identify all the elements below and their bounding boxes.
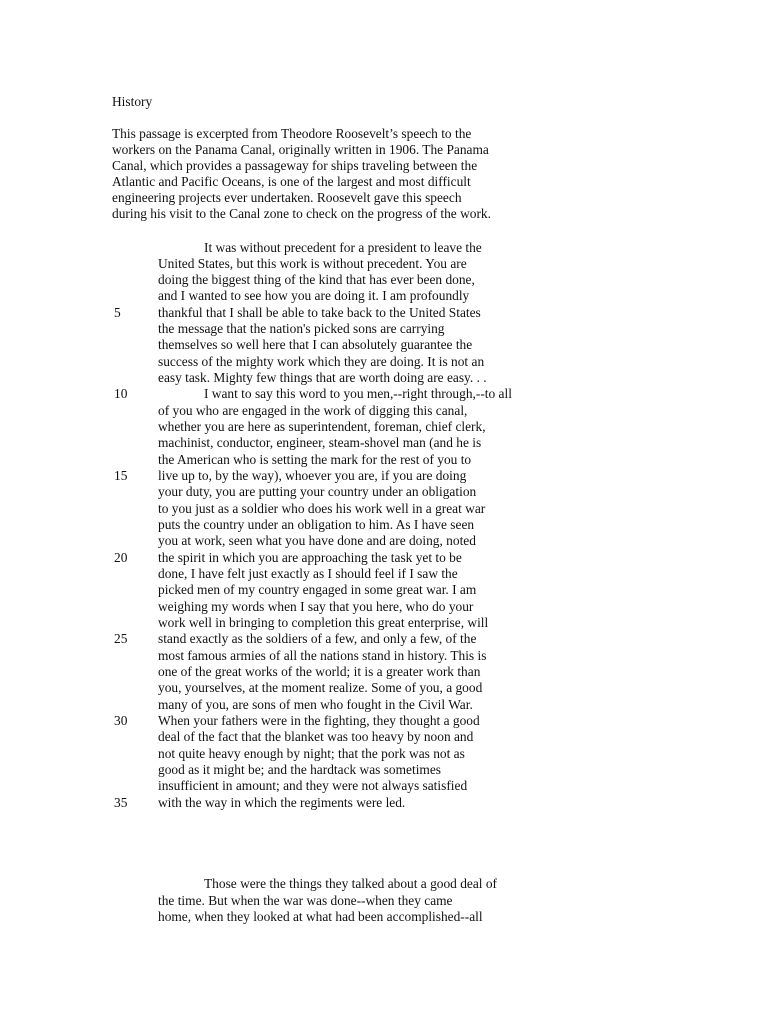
passage-line: doing the biggest thing of the kind that has ever been done, <box>158 272 475 287</box>
section-heading: History <box>112 94 153 109</box>
line-number: 25 <box>114 631 128 646</box>
passage-line: to you just as a soldier who does his work well in a great war <box>158 501 486 516</box>
line-number: 10 <box>114 386 128 401</box>
passage-line: not quite heavy enough by night; that the pork was not as <box>158 746 465 761</box>
passage-line: I want to say this word to you men,--right through,--to all <box>204 386 512 401</box>
passage-line: machinist, conductor, engineer, steam-shovel man (and he is <box>158 435 482 450</box>
passage-line: you, yourselves, at the moment realize. Some of you, a good <box>158 680 483 695</box>
passage-line: easy task. Mighty few things that are worth doing are easy. . . <box>158 370 487 385</box>
continuation-line: the time. But when the war was done--when they came <box>158 893 453 908</box>
passage-line: with the way in which the regiments were led. <box>158 795 406 810</box>
line-number: 15 <box>114 468 128 483</box>
passage-line: picked men of my country engaged in some great war. I am <box>158 582 477 597</box>
intro-line: workers on the Panama Canal, originally written in 1906. The Panama <box>112 142 489 157</box>
passage-line: your duty, you are putting your country under an obligation <box>158 484 477 499</box>
passage-line: insufficient in amount; and they were not always satisfied <box>158 778 468 793</box>
passage-line: whether you are here as superintendent, foreman, chief clerk, <box>158 419 486 434</box>
passage-line: the spirit in which you are approaching the task yet to be <box>158 550 462 565</box>
passage-line: you at work, seen what you have done and are doing, noted <box>158 533 476 548</box>
passage-line: United States, but this work is without precedent. You are <box>158 256 467 271</box>
intro-line: Atlantic and Pacific Oceans, is one of the largest and most difficult <box>112 174 471 189</box>
passage-line: stand exactly as the soldiers of a few, and only a few, of the <box>158 631 477 646</box>
intro-line: during his visit to the Canal zone to check on the progress of the work. <box>112 206 491 221</box>
passage-line: the message that the nation's picked sons are carrying <box>158 321 445 336</box>
passage-line: thankful that I shall be able to take back to the United States <box>158 305 481 320</box>
passage-line: work well in bringing to completion this great enterprise, will <box>158 615 489 630</box>
intro-line: engineering projects ever undertaken. Roosevelt gave this speech <box>112 190 462 205</box>
intro-line: This passage is excerpted from Theodore Roosevelt’s speech to the <box>112 126 472 141</box>
passage-line: puts the country under an obligation to him. As I have seen <box>158 517 475 532</box>
passage-line: success of the mighty work which they are doing. It is not an <box>158 354 485 369</box>
passage-line: themselves so well here that I can absolutely guarantee the <box>158 337 473 352</box>
passage-line: When your fathers were in the fighting, they thought a good <box>158 713 480 728</box>
passage-line: most famous armies of all the nations stand in history. This is <box>158 648 487 663</box>
continuation-line: home, when they looked at what had been accomplished--all <box>158 909 483 924</box>
passage-line: many of you, are sons of men who fought in the Civil War. <box>158 697 473 712</box>
passage-line: done, I have felt just exactly as I should feel if I saw the <box>158 566 458 581</box>
passage-line: the American who is setting the mark for the rest of you to <box>158 452 472 467</box>
passage-line: one of the great works of the world; it is a greater work than <box>158 664 481 679</box>
passage-line: and I wanted to see how you are doing it. I am profoundly <box>158 288 470 303</box>
passage-line: live up to, by the way), whoever you are, if you are doing <box>158 468 467 483</box>
passage-line: good as it might be; and the hardtack was sometimes <box>158 762 442 777</box>
line-number: 30 <box>114 713 128 728</box>
line-number: 35 <box>114 795 128 810</box>
passage-line: deal of the fact that the blanket was too heavy by noon and <box>158 729 474 744</box>
passage-line: weighing my words when I say that you here, who do your <box>158 599 474 614</box>
line-number: 20 <box>114 550 128 565</box>
line-number: 5 <box>114 305 121 320</box>
intro-line: Canal, which provides a passageway for ships traveling between the <box>112 158 478 173</box>
passage-line: It was without precedent for a president to leave the <box>204 240 482 255</box>
continuation-line: Those were the things they talked about a good deal of <box>204 876 498 891</box>
passage-line: of you who are engaged in the work of digging this canal, <box>158 403 468 418</box>
